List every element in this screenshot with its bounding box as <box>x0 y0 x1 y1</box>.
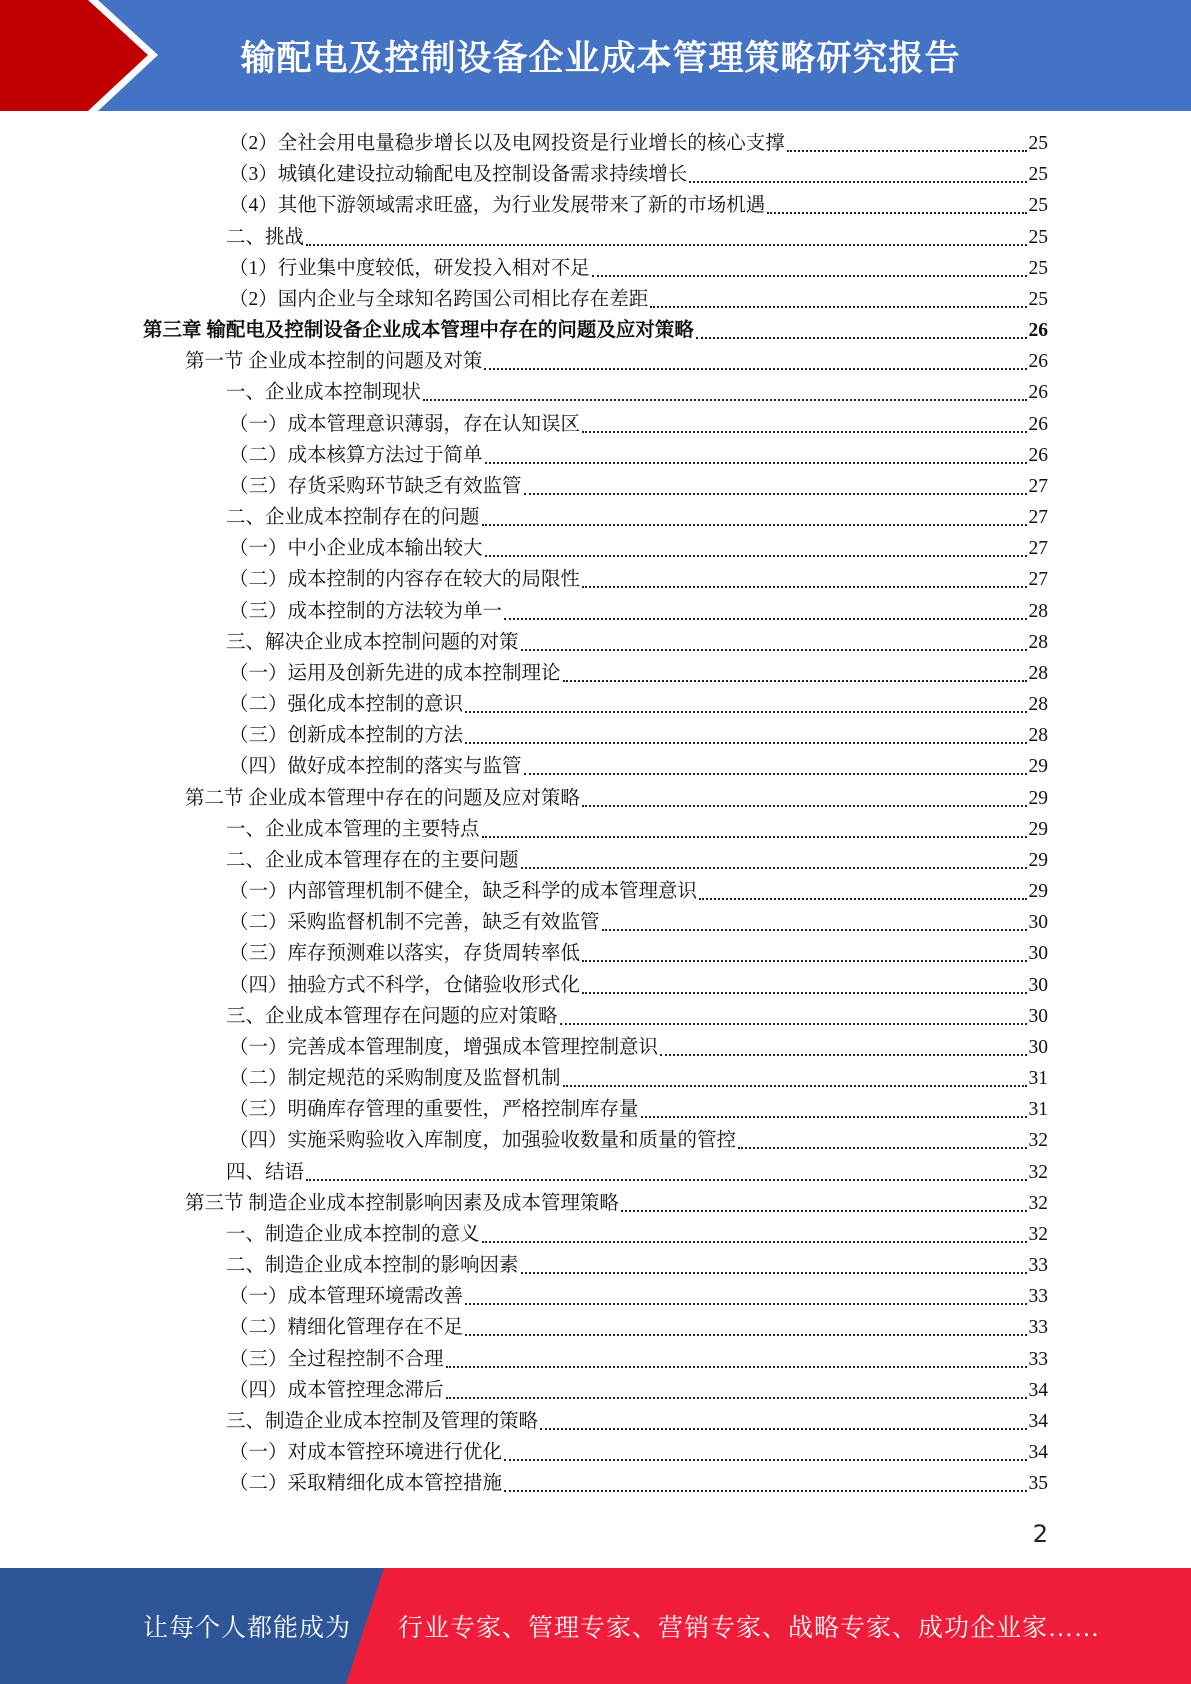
toc-entry-title: （一）对成本管控环境进行优化 <box>229 1442 503 1464</box>
toc-dot-leader <box>504 1490 1026 1492</box>
toc-dot-leader <box>621 1210 1027 1212</box>
toc-dot-leader <box>482 1241 1027 1243</box>
toc-dot-leader <box>767 212 1026 214</box>
toc-dot-leader <box>524 773 1027 775</box>
toc-dot-leader <box>696 337 1027 339</box>
toc-dot-leader <box>650 306 1026 308</box>
footer-slogan-right: 行业专家、管理专家、营销专家、战略专家、成功企业家…… <box>398 1615 1101 1642</box>
toc-entry[interactable] <box>229 533 1048 564</box>
toc-entry-title: 三、企业成本管理存在问题的应对策略 <box>226 1005 558 1027</box>
toc-dot-leader <box>306 1179 1026 1181</box>
toc-entry[interactable] <box>226 222 1048 253</box>
toc-dot-leader <box>504 1459 1026 1461</box>
toc-dot-leader <box>592 275 1027 277</box>
toc-entry[interactable] <box>229 1344 1048 1375</box>
toc-entry[interactable] <box>229 876 1048 907</box>
toc-entry-page: 25 <box>1028 257 1048 279</box>
toc-entry-title: 二、挑战 <box>226 226 305 248</box>
toc-dot-leader <box>482 836 1027 838</box>
toc-entry-title: （二）采购监督机制不完善，缺乏有效监管 <box>229 912 600 934</box>
toc-entry[interactable] <box>229 907 1048 938</box>
toc-dot-leader <box>582 431 1026 433</box>
toc-entry-title: （三）明确库存管理的重要性，严格控制库存量 <box>229 1099 639 1121</box>
toc-dot-leader <box>563 680 1027 682</box>
toc-entry-page: 30 <box>1028 1005 1048 1027</box>
toc-entry-page: 29 <box>1028 849 1048 871</box>
toc-dot-leader <box>465 711 1026 713</box>
toc-entry[interactable] <box>229 970 1048 1001</box>
toc-entry-title: （一）成本管理环境需改善 <box>229 1286 464 1308</box>
toc-entry[interactable] <box>226 1219 1048 1250</box>
toc-entry-page: 34 <box>1028 1410 1048 1432</box>
toc-entry[interactable] <box>229 1281 1048 1312</box>
toc-dot-leader <box>689 181 1026 183</box>
toc-entry-page: 27 <box>1028 507 1048 529</box>
toc-entry-page: 32 <box>1028 1130 1048 1152</box>
toc-entry-page: 26 <box>1028 444 1048 466</box>
toc-entry[interactable] <box>229 190 1048 221</box>
toc-entry[interactable] <box>229 564 1048 595</box>
toc-entry-page: 33 <box>1028 1286 1048 1308</box>
toc-entry-title: （四）做好成本控制的落实与监管 <box>229 756 522 778</box>
toc-entry-title: （二）成本控制的内容存在较大的局限性 <box>229 569 581 591</box>
toc-entry-title: （一）中小企业成本输出较大 <box>229 538 483 560</box>
toc-entry[interactable] <box>229 751 1048 782</box>
toc-entry[interactable] <box>229 1125 1048 1156</box>
toc-entry-page: 28 <box>1028 600 1048 622</box>
toc-entry-title: （1）行业集中度较低，研发投入相对不足 <box>229 257 590 279</box>
toc-entry-title: （二）精细化管理存在不足 <box>229 1317 464 1339</box>
toc-entry-title: （2）国内企业与全球知名跨国公司相比存在差距 <box>229 288 649 310</box>
toc-entry-title: 第二节 企业成本管理中存在的问题及应对策略 <box>185 787 580 809</box>
toc-dot-leader <box>482 524 1027 526</box>
toc-entry-page: 27 <box>1028 475 1048 497</box>
toc-entry-title: （一）完善成本管理制度，增强成本管理控制意识 <box>229 1036 659 1058</box>
toc-entry-title: 二、企业成本控制存在的问题 <box>226 507 480 529</box>
toc-dot-leader <box>699 898 1026 900</box>
toc-entry[interactable] <box>226 814 1048 845</box>
toc-entry-page: 34 <box>1028 1379 1048 1401</box>
toc-entry-page: 29 <box>1028 756 1048 778</box>
toc-entry-page: 28 <box>1028 662 1048 684</box>
toc-entry-page: 30 <box>1028 974 1048 996</box>
toc-dot-leader <box>524 493 1027 495</box>
toc-entry-page: 32 <box>1028 1223 1048 1245</box>
toc-entry-page: 25 <box>1028 133 1048 154</box>
toc-entry[interactable] <box>229 253 1048 284</box>
toc-dot-leader <box>641 1116 1027 1118</box>
toc-entry[interactable] <box>226 627 1048 658</box>
toc-dot-leader <box>446 1366 1027 1368</box>
toc-entry-title: （三）创新成本控制的方法 <box>229 725 464 747</box>
toc-entry-title: 三、制造企业成本控制及管理的策略 <box>226 1410 539 1432</box>
toc-entry[interactable] <box>229 159 1048 190</box>
toc-dot-leader <box>582 960 1026 962</box>
toc-dot-leader <box>560 1023 1027 1025</box>
toc-entry[interactable] <box>226 377 1048 408</box>
toc-entry-title: （四）成本管控理念滞后 <box>229 1379 444 1401</box>
toc-entry[interactable] <box>226 845 1048 876</box>
toc-dot-leader <box>465 1303 1026 1305</box>
toc-entry[interactable] <box>226 1001 1048 1032</box>
toc-entry[interactable] <box>229 1312 1048 1343</box>
toc-entry[interactable] <box>229 471 1048 502</box>
toc-dot-leader <box>465 1334 1026 1336</box>
toc-entry[interactable] <box>229 596 1048 627</box>
toc-entry-page: 27 <box>1028 538 1048 560</box>
toc-entry[interactable] <box>229 938 1048 969</box>
toc-entry[interactable] <box>229 1437 1048 1468</box>
toc-dot-leader <box>582 805 1027 807</box>
toc-entry-title: （四）抽验方式不科学，仓储验收形式化 <box>229 974 581 996</box>
toc-entry-page: 33 <box>1028 1317 1048 1339</box>
toc-entry-title: （三）成本控制的方法较为单一 <box>229 600 503 622</box>
toc-dot-leader <box>582 992 1026 994</box>
toc-entry-title: （四）实施采购验收入库制度，加强验收数量和质量的管控 <box>229 1130 737 1152</box>
toc-chapter-entry[interactable] <box>143 315 1048 346</box>
toc-entry-page: 31 <box>1028 1099 1048 1121</box>
toc-entry-page: 29 <box>1028 787 1048 809</box>
toc-entry[interactable] <box>226 1406 1048 1437</box>
toc-dot-leader <box>660 1054 1026 1056</box>
toc-entry[interactable] <box>226 502 1048 533</box>
toc-entry-title: （二）成本核算方法过于简单 <box>229 444 483 466</box>
page-footer <box>0 1568 1191 1684</box>
toc-entry-page: 25 <box>1028 195 1048 217</box>
toc-entry-title: 二、制造企业成本控制的影响因素 <box>226 1255 519 1277</box>
toc-section-entry[interactable] <box>185 346 1048 377</box>
toc-dot-leader <box>306 244 1026 246</box>
toc-entry-title: 第一节 企业成本控制的问题及对策 <box>185 351 483 373</box>
toc-entry-page: 25 <box>1028 164 1048 186</box>
toc-entry[interactable] <box>229 1094 1048 1125</box>
document-title: 输配电及控制设备企业成本管理策略研究报告 <box>240 38 961 79</box>
toc-entry-page: 25 <box>1028 288 1048 310</box>
toc-dot-leader <box>521 867 1027 869</box>
toc-entry-page: 34 <box>1028 1442 1048 1464</box>
toc-entry-page: 33 <box>1028 1348 1048 1370</box>
toc-entry-title: 一、制造企业成本控制的意义 <box>226 1223 480 1245</box>
toc-entry-page: 30 <box>1028 912 1048 934</box>
toc-entry-page: 28 <box>1028 725 1048 747</box>
toc-entry-title: 二、企业成本管理存在的主要问题 <box>226 849 519 871</box>
toc-dot-leader <box>521 649 1027 651</box>
toc-entry[interactable] <box>226 1250 1048 1281</box>
toc-entry[interactable] <box>229 284 1048 315</box>
toc-entry[interactable] <box>229 1375 1048 1406</box>
toc-entry-page: 27 <box>1028 569 1048 591</box>
toc-entry-page: 25 <box>1028 226 1048 248</box>
toc-entry[interactable] <box>229 128 1048 159</box>
toc-entry-page: 30 <box>1028 943 1048 965</box>
page-header <box>0 0 1191 111</box>
toc-entry-page: 26 <box>1028 382 1048 404</box>
toc-dot-leader <box>485 555 1027 557</box>
toc-dot-leader <box>787 150 1027 152</box>
footer-slogan-left: 让每个人都能成为 <box>143 1615 352 1642</box>
toc-entry-page: 26 <box>1028 413 1048 435</box>
toc-entry[interactable] <box>229 409 1048 440</box>
toc-entry[interactable] <box>229 1468 1048 1499</box>
toc-entry-title: （三）库存预测难以落实，存货周转率低 <box>229 943 581 965</box>
toc-entry-title: （二）制定规范的采购制度及监督机制 <box>229 1068 561 1090</box>
toc-entry-page: 32 <box>1028 1192 1048 1214</box>
toc-entry-page: 26 <box>1028 320 1048 342</box>
toc-dot-leader <box>485 462 1027 464</box>
toc-entry[interactable] <box>229 440 1048 471</box>
toc-entry-title: （3）城镇化建设拉动输配电及控制设备需求持续增长 <box>229 164 688 186</box>
toc-entry-page: 30 <box>1028 1036 1048 1058</box>
toc-section-entry[interactable] <box>185 1188 1048 1219</box>
toc-entry[interactable] <box>229 689 1048 720</box>
toc-entry-title: （二）强化成本控制的意识 <box>229 694 464 716</box>
toc-dot-leader <box>563 1085 1027 1087</box>
toc-entry-title: （三）全过程控制不合理 <box>229 1348 444 1370</box>
toc-entry[interactable] <box>229 1032 1048 1063</box>
toc-dot-leader <box>484 368 1026 370</box>
toc-entry-page: 33 <box>1028 1255 1048 1277</box>
toc-dot-leader <box>465 742 1026 744</box>
toc-dot-leader <box>504 618 1026 620</box>
toc-entry-title: （三）存货采购环节缺乏有效监管 <box>229 475 522 497</box>
toc-entry-page: 32 <box>1028 1161 1048 1183</box>
toc-entry-title: （一）成本管理意识薄弱，存在认知误区 <box>229 413 581 435</box>
toc-entry[interactable] <box>226 1157 1048 1188</box>
toc-entry-title: 一、企业成本控制现状 <box>226 382 422 404</box>
toc-entry[interactable] <box>229 658 1048 689</box>
toc-entry-title: 第三节 制造企业成本控制影响因素及成本管理策略 <box>185 1192 619 1214</box>
toc-entry-title: 一、企业成本管理的主要特点 <box>226 818 480 840</box>
toc-entry-title: 四、结语 <box>226 1161 305 1183</box>
toc-entry[interactable] <box>229 1063 1048 1094</box>
toc-entry[interactable] <box>229 720 1048 751</box>
toc-dot-leader <box>602 929 1027 931</box>
toc-entry-title: 三、解决企业成本控制问题的对策 <box>226 631 519 653</box>
toc-dot-leader <box>540 1428 1026 1430</box>
toc-dot-leader <box>446 1397 1027 1399</box>
toc-entry-title: （一）内部管理机制不健全，缺乏科学的成本管理意识 <box>229 881 698 903</box>
toc-entry-page: 29 <box>1028 818 1048 840</box>
toc-dot-leader <box>582 586 1026 588</box>
toc-entry-title: （二）采取精细化成本管控措施 <box>229 1473 503 1495</box>
toc-entry-title: （一）运用及创新先进的成本控制理论 <box>229 662 561 684</box>
toc-dot-leader <box>521 1272 1027 1274</box>
toc-entry-page: 31 <box>1028 1068 1048 1090</box>
toc-section-entry[interactable] <box>185 783 1048 814</box>
toc-entry-page: 29 <box>1028 881 1048 903</box>
toc-dot-leader <box>423 399 1026 401</box>
toc-entry-title: 第三章 输配电及控制设备企业成本管理中存在的问题及应对策略 <box>143 320 694 342</box>
toc-entry-page: 26 <box>1028 351 1048 373</box>
page-number: 2 <box>1032 1520 1048 1548</box>
toc-dot-leader <box>738 1147 1026 1149</box>
toc-entry-page: 28 <box>1028 694 1048 716</box>
toc-entry-page: 35 <box>1028 1473 1048 1495</box>
toc-entry-title: （2）全社会用电量稳步增长以及电网投资是行业增长的核心支撑 <box>229 133 785 154</box>
toc-entry-title: （4）其他下游领域需求旺盛，为行业发展带来了新的市场机遇 <box>229 195 766 217</box>
toc-entry-page: 28 <box>1028 631 1048 653</box>
